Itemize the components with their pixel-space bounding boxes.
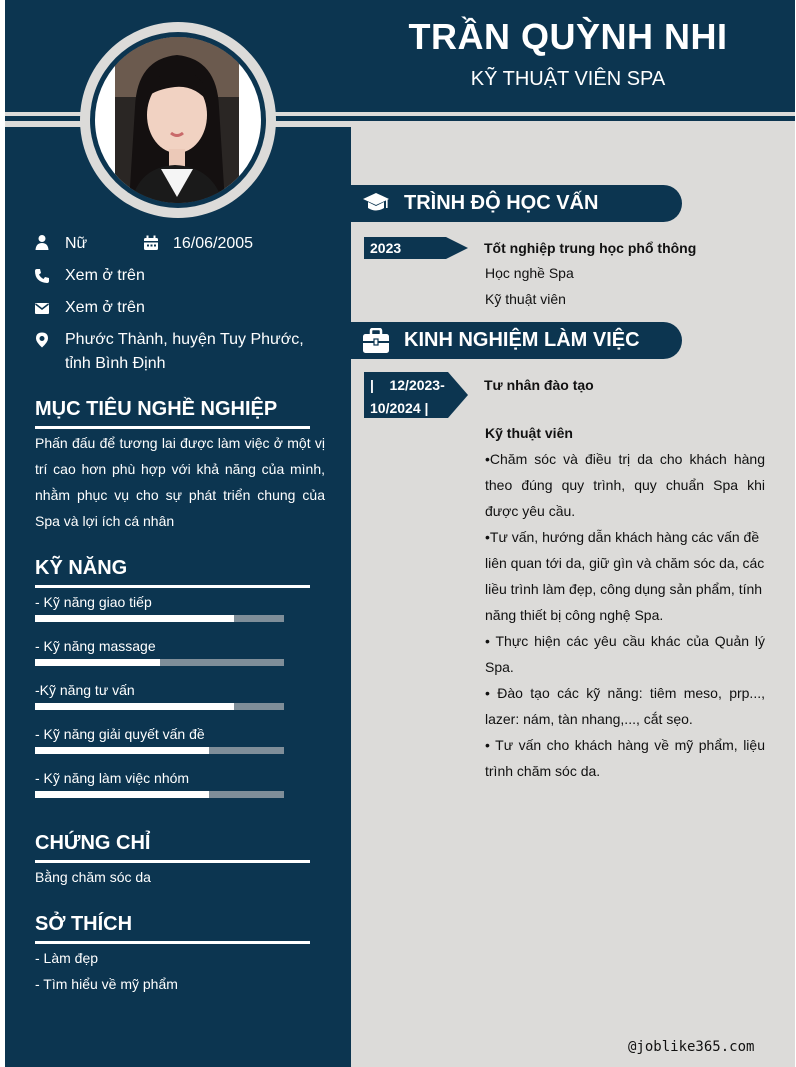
- briefcase-icon: [362, 328, 390, 354]
- skill-bar-fill: [35, 703, 234, 710]
- skills-rule: [35, 585, 310, 588]
- skill-bar-fill: [35, 791, 209, 798]
- experience-duties: [485, 446, 765, 784]
- experience-position: Kỹ thuật viên: [485, 425, 573, 441]
- certificate-item: Bằng chăm sóc da: [35, 869, 151, 885]
- skill-bar-track: [35, 703, 284, 710]
- duty-item: • Đào tạo các kỹ năng: tiêm meso, prp..., lazer: nám, tàn nhang,..., cắt sẹo.: [485, 685, 765, 727]
- address-value: Phước Thành, huyện Tuy Phước, tỉnh Bình Định: [65, 331, 304, 372]
- skill-bar-track: [35, 659, 284, 666]
- email-value: Xem ở trên: [65, 299, 145, 316]
- education-line: Học nghề Spa: [485, 265, 574, 281]
- duty-item: •Chăm sóc và điều trị da cho khách hàng theo đúng quy trình, quy chuẩn Spa khi được yêu cầu.: [485, 451, 765, 519]
- avatar: [95, 37, 261, 203]
- objective-rule: [35, 426, 310, 429]
- hobbies-rule: [35, 941, 310, 944]
- objective-text: Phấn đấu để tương lai được làm việc ở một vị trí cao hơn phù hợp với khả năng của mình, nhằm phục vụ cho sự phát triển chung của Spa và lợi ích cá nhân: [35, 435, 325, 529]
- skills-title: KỸ NĂNG: [35, 557, 128, 579]
- candidate-name: TRẦN QUỲNH NHI: [408, 16, 728, 57]
- calendar-icon: [143, 235, 159, 251]
- skill-label: -Kỹ năng tư vấn: [35, 682, 135, 698]
- education-school: Tốt nghiệp trung học phổ thông: [484, 240, 697, 256]
- skill-bar-fill: [35, 615, 234, 622]
- hobbies-title: SỞ THÍCH: [35, 913, 133, 935]
- experience-company: Tư nhân đào tạo: [484, 377, 594, 393]
- hobby-item: - Tìm hiểu về mỹ phẩm: [35, 976, 178, 992]
- hobby-item: - Làm đẹp: [35, 950, 99, 966]
- skill-label: - Kỹ năng massage: [35, 638, 156, 654]
- phone-icon: [34, 268, 50, 284]
- skill-bar-fill: [35, 747, 209, 754]
- envelope-icon: [34, 300, 50, 316]
- education-date: 2023: [370, 240, 402, 256]
- experience-date-start: | 12/2023-: [370, 377, 445, 393]
- location-pin-icon: [34, 332, 50, 348]
- graduation-cap-icon: [362, 192, 390, 216]
- skill-label: - Kỹ năng giao tiếp: [35, 594, 152, 610]
- person-icon: [34, 234, 50, 250]
- duty-item: • Thực hiện các yêu cầu khác của Quản lý Spa.: [485, 633, 765, 675]
- skill-bar-track: [35, 615, 284, 622]
- objective-title: MỤC TIÊU NGHỀ NGHIỆP: [35, 398, 278, 420]
- birthdate-value: 16/06/2005: [173, 235, 254, 252]
- certificates-title: CHỨNG CHỈ: [35, 832, 151, 854]
- gender-value: Nữ: [65, 235, 88, 252]
- education-title: TRÌNH ĐỘ HỌC VẤN: [404, 192, 599, 214]
- skill-label: - Kỹ năng giải quyết vấn đề: [35, 726, 205, 742]
- skill-label: - Kỹ năng làm việc nhóm: [35, 770, 190, 786]
- candidate-job-title: KỸ THUẬT VIÊN SPA: [470, 68, 666, 90]
- phone-value: Xem ở trên: [65, 267, 145, 284]
- skill-bar-track: [35, 791, 284, 798]
- experience-date-end: 10/2024 |: [370, 400, 429, 416]
- duty-item: •Tư vấn, hướng dẫn khách hàng các vấn đề liên quan tới da, giữ gìn và chăm sóc da, các liều trình làm đẹp, công dụng sản phẩm, tính năng thiết bị công nghệ Spa.: [485, 529, 765, 623]
- duty-item: • Tư vấn cho khách hàng về mỹ phẩm, liệu trình chăm sóc da.: [485, 737, 765, 779]
- education-line: Kỹ thuật viên: [485, 291, 566, 307]
- skill-bar-fill: [35, 659, 160, 666]
- certificates-rule: [35, 860, 310, 863]
- experience-title: KINH NGHIỆM LÀM VIỆC: [404, 329, 640, 351]
- watermark: @joblike365.com: [628, 1039, 755, 1055]
- skill-bar-track: [35, 747, 284, 754]
